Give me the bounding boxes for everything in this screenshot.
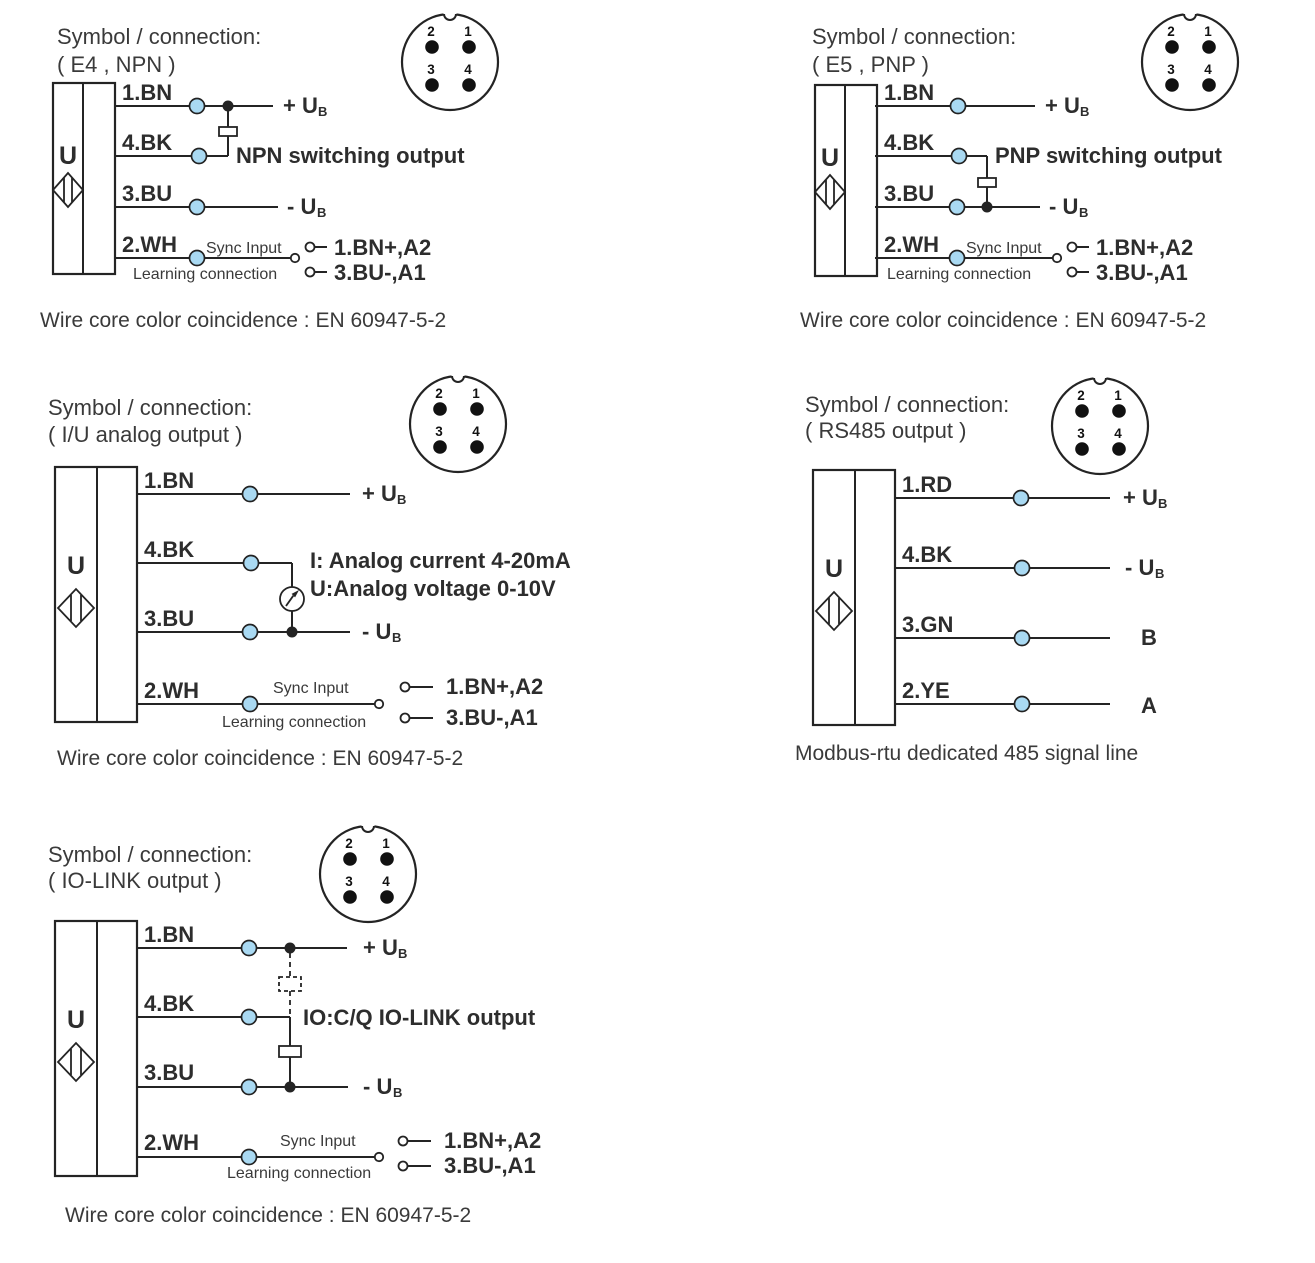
- branch-circle: [306, 243, 315, 252]
- sync-end-circle: [375, 1153, 383, 1161]
- sensor-box: [815, 85, 877, 276]
- diagram-iu-analog: [48, 374, 571, 770]
- terminal-dot: [242, 1150, 257, 1165]
- panel-title: Symbol / connection:: [805, 392, 1010, 417]
- sync-input-label: Sync Input: [273, 680, 349, 697]
- diagram-rs485: [795, 376, 1167, 765]
- wire-label: 1.BN: [122, 80, 173, 105]
- wire-label: 3.BU: [144, 606, 195, 631]
- branch-label-2: 3.BU-,A1: [1096, 260, 1188, 285]
- terminal-dot: [242, 1010, 257, 1025]
- caption: Wire core color coincidence : EN 60947-5-2: [65, 1204, 472, 1227]
- ub-plus-label: + U: [362, 481, 397, 506]
- panel-title: Symbol / connection:: [48, 395, 253, 420]
- branch-circle: [399, 1162, 408, 1171]
- panel-title: Symbol / connection:: [812, 24, 1017, 49]
- panel-title: Symbol / connection:: [48, 842, 253, 867]
- wire-label: 3.BU: [884, 181, 935, 206]
- wire-label: 1.BN: [884, 80, 935, 105]
- branch-label-1: 1.BN+,A2: [1096, 235, 1194, 260]
- branch-label-2: 3.BU-,A1: [334, 260, 426, 285]
- learning-label: Learning connection: [887, 266, 1032, 283]
- terminal-dot: [243, 697, 258, 712]
- panel-subtitle: ( I/U analog output ): [48, 422, 243, 447]
- output-label-voltage: U:Analog voltage 0-10V: [310, 576, 556, 601]
- ub-minus-label: - U: [362, 619, 392, 644]
- ub-minus-label: - U: [363, 1074, 393, 1099]
- caption: Wire core color coincidence : EN 60947-5-2: [800, 309, 1207, 332]
- wire-label: 1.RD: [902, 472, 953, 497]
- wire-label: 4.BK: [902, 542, 953, 567]
- wire-label: 2.WH: [884, 232, 939, 257]
- sync-end-circle: [291, 254, 299, 262]
- load-resistor: [219, 127, 237, 136]
- junction-dot: [982, 202, 993, 213]
- wire-label: 2.WH: [122, 232, 177, 257]
- branch-label-2: 3.BU-,A1: [446, 705, 538, 730]
- wire-label: 1.BN: [144, 468, 195, 493]
- ub-plus-label: + U: [1123, 485, 1158, 510]
- sync-input-label: Sync Input: [206, 240, 282, 257]
- terminal-dot: [190, 99, 205, 114]
- diagram-e5-pnp: [800, 12, 1238, 332]
- wire-label: 4.BK: [884, 130, 935, 155]
- wires: [896, 498, 1110, 704]
- ub-subscript: B: [393, 1085, 403, 1100]
- ub-subscript: B: [398, 946, 408, 961]
- terminal-dot: [950, 251, 965, 266]
- junction-dot: [285, 1082, 296, 1093]
- terminal-dot: [950, 200, 965, 215]
- output-label-current: I: Analog current 4-20mA: [310, 548, 571, 573]
- wire-label: 3.BU: [122, 181, 173, 206]
- panel-subtitle: ( IO-LINK output ): [48, 868, 222, 893]
- branch-circle: [401, 683, 410, 692]
- wire-label: 1.BN: [144, 922, 195, 947]
- terminal-dot: [243, 625, 258, 640]
- ub-minus-label: - U: [287, 194, 317, 219]
- sensor-box: [53, 83, 115, 274]
- connector-pinout: [320, 824, 416, 922]
- branch-circle: [399, 1137, 408, 1146]
- junction-dot: [285, 943, 296, 954]
- terminal-dot: [1015, 561, 1030, 576]
- ub-minus-label: - U: [1049, 194, 1079, 219]
- wire-label: 4.BK: [122, 130, 173, 155]
- connector-pinout: [410, 374, 506, 472]
- wire-label: 3.BU: [144, 1060, 195, 1085]
- diagram-e4-npn: [40, 12, 498, 332]
- wire-label: 3.GN: [902, 612, 954, 637]
- connector-pinout: [402, 12, 498, 110]
- branch-circle: [401, 714, 410, 723]
- signal-b-label: B: [1141, 625, 1157, 650]
- branch-circle: [1068, 243, 1077, 252]
- sensor-box: [813, 470, 895, 725]
- ub-subscript: B: [1155, 566, 1165, 581]
- terminal-dot: [952, 149, 967, 164]
- junction-dot: [287, 627, 298, 638]
- wire-label: 2.YE: [902, 678, 950, 703]
- terminal-dot: [242, 1080, 257, 1095]
- ub-subscript: B: [1080, 104, 1090, 119]
- ub-plus-label: + U: [1045, 93, 1080, 118]
- panel-subtitle: ( E4 , NPN ): [57, 52, 176, 77]
- sync-input-label: Sync Input: [280, 1133, 356, 1150]
- terminal-dot: [1014, 491, 1029, 506]
- output-label: PNP switching output: [995, 143, 1222, 168]
- ub-subscript: B: [318, 104, 328, 119]
- ub-subscript: B: [392, 630, 402, 645]
- branch-label-2: 3.BU-,A1: [444, 1153, 536, 1178]
- learning-label: Learning connection: [133, 266, 278, 283]
- ub-subscript: B: [397, 492, 407, 507]
- wire-label: 2.WH: [144, 678, 199, 703]
- terminal-dot: [951, 99, 966, 114]
- terminal-dot: [243, 487, 258, 502]
- ub-minus-label: - U: [1125, 555, 1155, 580]
- terminal-dot: [192, 149, 207, 164]
- ub-plus-label: + U: [363, 935, 398, 960]
- ub-subscript: B: [1079, 205, 1089, 220]
- terminal-dot: [190, 251, 205, 266]
- dashed-coupler: [279, 977, 301, 991]
- sync-end-circle: [375, 700, 383, 708]
- load-resistor: [279, 1046, 301, 1057]
- branch-circle: [1068, 268, 1077, 277]
- signal-a-label: A: [1141, 693, 1157, 718]
- panel-subtitle: ( RS485 output ): [805, 418, 967, 443]
- wire-label: 4.BK: [144, 991, 195, 1016]
- diagram-iolink: [48, 824, 541, 1227]
- ub-subscript: B: [1158, 496, 1168, 511]
- caption: Modbus-rtu dedicated 485 signal line: [795, 742, 1139, 765]
- wire-label: 2.WH: [144, 1130, 199, 1155]
- ub-plus-label: + U: [283, 93, 318, 118]
- panel-title: Symbol / connection:: [57, 24, 262, 49]
- branch-label-1: 1.BN+,A2: [444, 1128, 542, 1153]
- caption: Wire core color coincidence : EN 60947-5-2: [57, 747, 464, 770]
- output-label: IO:C/Q IO-LINK output: [303, 1005, 536, 1030]
- terminal-dot: [242, 941, 257, 956]
- sensor-box: [55, 467, 137, 722]
- sensor-box: [55, 921, 137, 1176]
- caption: Wire core color coincidence : EN 60947-5-2: [40, 309, 447, 332]
- wiring-diagram-sheet: 4 U U Symbol / connection: ( E4 , NPN ) 1.BN 4.BK 3.BU 2.WH + U B - U B NPN switching output Sync Input Learning connection 1.BN+,A2 3.BU-,A1 Wire core color coincidence : EN 60947-5-2 Symbol / connection: ( E5 , PNP ) 1.BN 4.BK 3.BU 2.WH + U B - U B PNP switching output Sync Input Learning connection 1.BN+,A2 3.BU-,A1 Wire core color coincidence : EN 60947-5-2 Symbol / connection: ( I/U analog output ) 1.BN 4.BK 3.BU 2.WH + U B - U B I: Analog current 4-20mA U:Analog voltage 0-10V Sync Input Learning connection 1.BN+,A2 3.BU-,A1 Wire core color coincidence : EN 60947-5-2 Symbol / connection: ( RS485 output ) 1.RD 4.BK 3.GN 2.YE + U B - U B B A Modbus-rtu dedicated 485 signal line Symbol / connection: ( IO-LINK output ) 1.BN 4.BK 3.BU 2.WH + U B - U B IO:C/Q IO-LINK output Sync Input Learning connection 1.BN+,A2 3.BU-,A1 Wire core color coincidence : EN 60947-5-2: [0, 0, 1315, 1263]
- terminal-dot: [190, 200, 205, 215]
- branch-label-1: 1.BN+,A2: [334, 235, 432, 260]
- connector-pinout: [1142, 12, 1238, 110]
- terminal-dot: [1015, 631, 1030, 646]
- branch-label-1: 1.BN+,A2: [446, 674, 544, 699]
- terminal-dot: [1015, 697, 1030, 712]
- learning-label: Learning connection: [222, 714, 367, 731]
- connector-pinout: [1052, 376, 1148, 474]
- sync-end-circle: [1053, 254, 1061, 262]
- sync-input-label: Sync Input: [966, 240, 1042, 257]
- junction-dot: [223, 101, 234, 112]
- wire-label: 4.BK: [144, 537, 195, 562]
- load-resistor: [978, 178, 996, 187]
- output-label: NPN switching output: [236, 143, 465, 168]
- terminal-dot: [244, 556, 259, 571]
- learning-label: Learning connection: [227, 1165, 372, 1182]
- ub-subscript: B: [317, 205, 327, 220]
- branch-circle: [306, 268, 315, 277]
- panel-subtitle: ( E5 , PNP ): [812, 52, 929, 77]
